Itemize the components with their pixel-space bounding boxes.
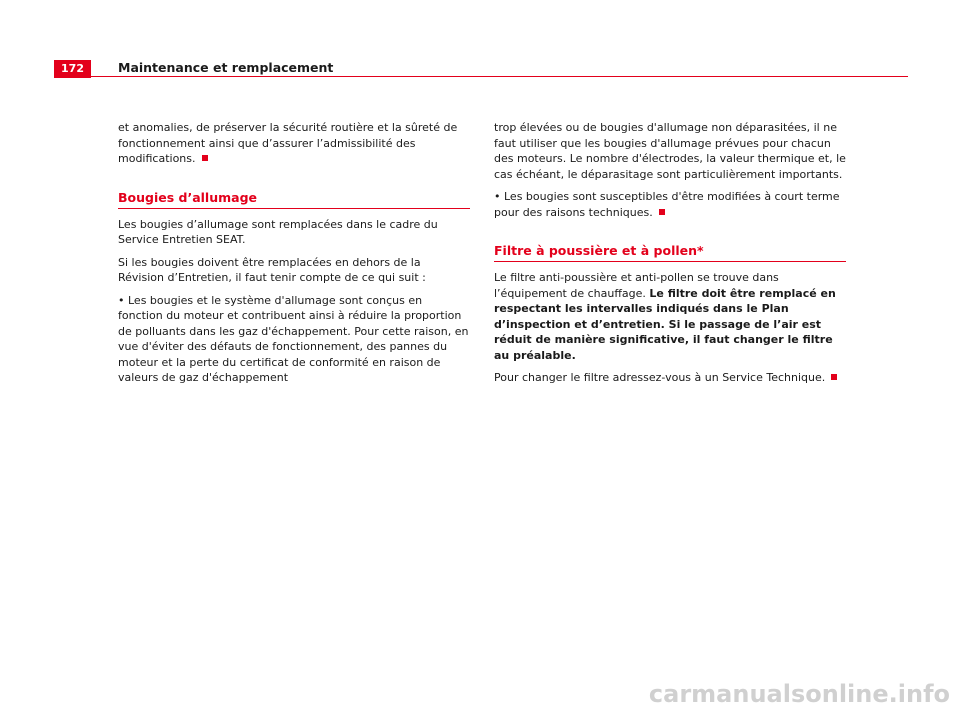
bold-text: Le filtre doit être remplacé en respectant les intervalles indiqués dans le Plan d’inspection et d’entretien. Si le passage de l’air est réduit de manière significative, il faut changer le filtre au préalable.: [494, 286, 836, 362]
left-column: [118, 120, 470, 393]
paragraph: trop élevées ou de bougies d'allumage non déparasitées, il ne faut utiliser que les bougies d'allumage prévues pour chacun des moteurs. Le nombre d'électrodes, la valeur thermique et, le cas échéant, le déparasitage sont particulièrement importants.: [494, 121, 846, 181]
intro-paragraph: [118, 120, 470, 167]
end-marker-icon: [831, 374, 837, 380]
watermark: carmanualsonline.info: [648, 680, 950, 708]
paragraph: Les bougies d’allumage sont remplacées dans le cadre du Service Entretien SEAT.: [118, 217, 438, 246]
right-column: [494, 120, 846, 393]
paragraph: Si les bougies doivent être remplacées en dehors de la Révision d’Entretien, il faut tenir compte de ce qui suit :: [118, 255, 426, 284]
intro-text: et anomalies, de préserver la sécurité routière et la sûreté de fonctionnement ainsi que d’assurer l’admissibilité des modifications.: [118, 121, 458, 165]
bullet-paragraph: • Les bougies et le système d'allumage sont conçus en fonction du moteur et contribuent ainsi à réduire la proportion de polluants dans les gaz d'échappement. Pour cette raison, en vue d'éviter des défauts de fonctionnement, des pannes du moteur et la perte du certificat de conformité en raison de valeurs de gaz d'échappement: [118, 293, 469, 384]
header-divider: [54, 76, 908, 77]
paragraph: [494, 370, 846, 386]
page-number: 172: [54, 60, 91, 78]
paragraph: [494, 270, 846, 363]
bullet-paragraph: [494, 189, 846, 220]
bullet-text: • Les bougies sont susceptibles d'être modifiées à court terme pour des raisons techniques.: [494, 190, 840, 219]
page-header-title: Maintenance et remplacement: [118, 60, 334, 75]
closing-text: Pour changer le filtre adressez-vous à un Service Technique.: [494, 371, 826, 384]
section-heading-pollen-filter: Filtre à poussière et à pollen*: [494, 243, 846, 262]
end-marker-icon: [202, 155, 208, 161]
end-marker-icon: [659, 209, 665, 215]
normal-text: Le filtre anti-poussière et anti-pollen se trouve dans l’équipement de chauffage.: [494, 271, 779, 300]
section-heading-spark-plugs: Bougies d’allumage: [118, 190, 470, 209]
